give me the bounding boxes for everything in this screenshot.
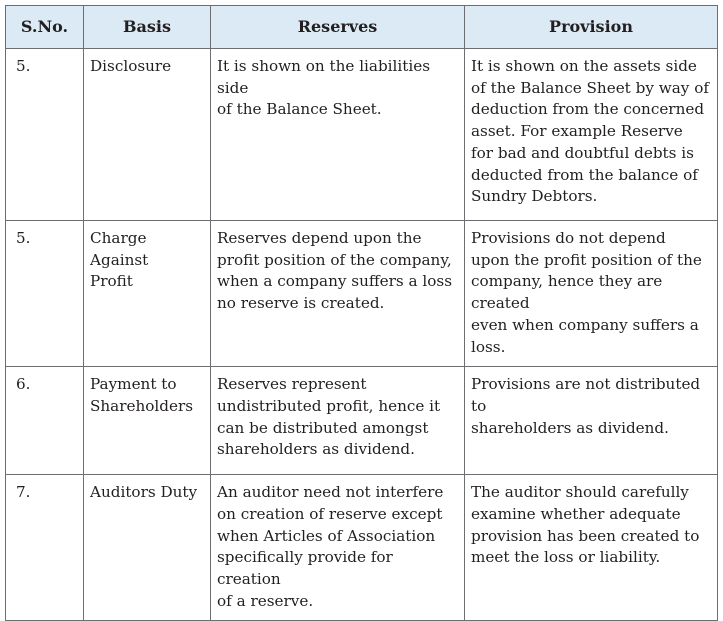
table-row-disclosure (6, 49, 718, 221)
cell-reserves: It is shown on the liabilities side of the Balance Sheet. (211, 49, 465, 221)
cell-sno: 5. (6, 49, 84, 221)
header-row (6, 6, 718, 49)
cell-basis: Payment to Shareholders (84, 367, 211, 475)
cell-provision: Provisions do not depend upon the profit position of the company, hence they are created even when company suffers a loss. (465, 221, 718, 367)
cell-basis: Disclosure (84, 49, 211, 221)
table-row-payment-to-shareholders (6, 367, 718, 475)
cell-sno: 5. (6, 221, 84, 367)
header-sno: S.No. (6, 6, 84, 49)
header-reserves: Reserves (211, 6, 465, 49)
cell-provision: It is shown on the assets side of the Balance Sheet by way of deduction from the concerned asset. For example Reserve for bad and doubtful debts is deducted from the balance of Sundry Debtors. (465, 49, 718, 221)
cell-reserves: An auditor need not interfere on creation of reserve except when Articles of Association specifically provide for creation of a reserve. (211, 475, 465, 621)
header-basis: Basis (84, 6, 211, 49)
table-row-auditors-duty (6, 475, 718, 621)
cell-sno: 7. (6, 475, 84, 621)
cell-reserves: Reserves represent undistributed profit, hence it can be distributed amongst shareholders as dividend. (211, 367, 465, 475)
reserves-vs-provision-table (5, 5, 718, 621)
cell-provision: The auditor should carefully examine whether adequate provision has been created to meet the loss or liability. (465, 475, 718, 621)
header-provision: Provision (465, 6, 718, 49)
cell-basis: Charge Against Profit (84, 221, 211, 367)
cell-provision: Provisions are not distributed to shareholders as dividend. (465, 367, 718, 475)
cell-basis: Auditors Duty (84, 475, 211, 621)
table-row-charge-against-profit (6, 221, 718, 367)
cell-sno: 6. (6, 367, 84, 475)
cell-reserves: Reserves depend upon the profit position of the company, when a company suffers a loss no reserve is created. (211, 221, 465, 367)
